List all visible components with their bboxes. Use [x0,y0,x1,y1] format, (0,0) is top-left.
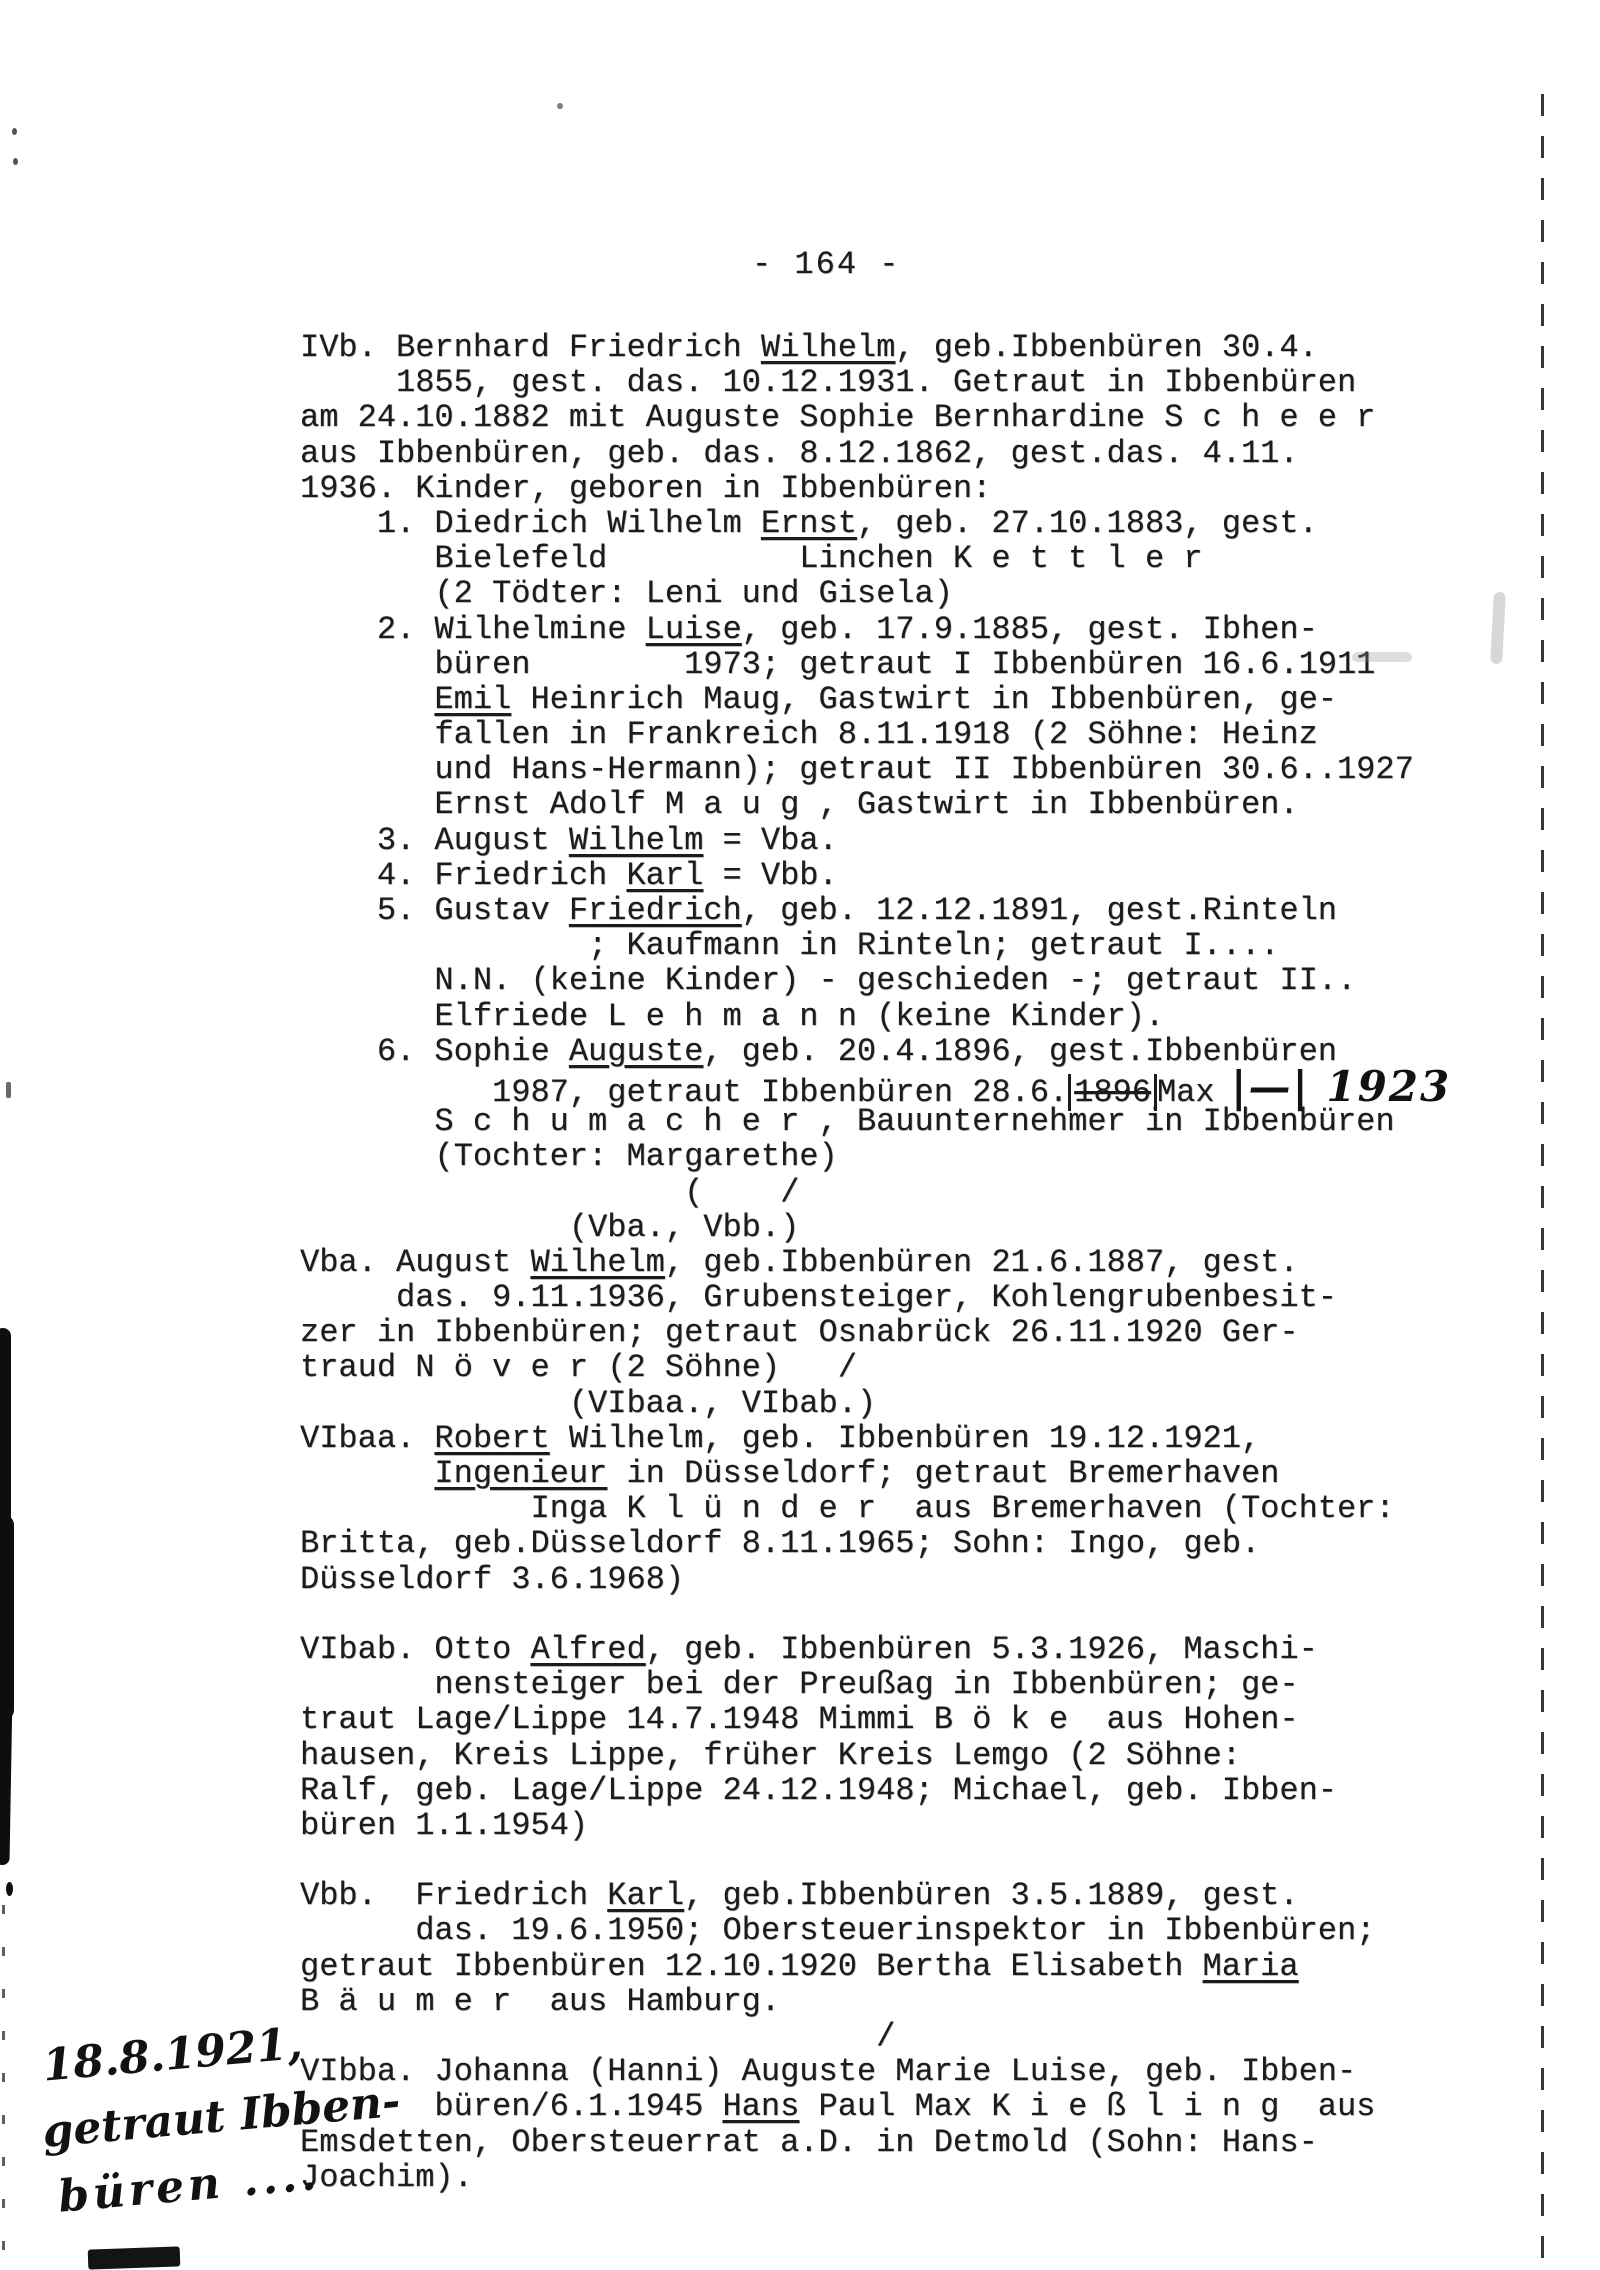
typed-text: Max [1156,1073,1215,1111]
text-line [300,963,1451,998]
speck-artifact [13,158,18,165]
typed-text: 6. Sophie [300,1032,569,1070]
text-line [300,436,1451,471]
text-line [300,1491,1451,1526]
text-line [300,2089,1451,2124]
typed-text [300,1455,434,1492]
typed-text: Britta, geb.Düsseldorf 8.11.1965; Sohn: Ingo, geb. [300,1525,1261,1563]
page-number: - 164 - [752,246,901,283]
text-line [300,999,1451,1034]
text-line [300,647,1451,682]
text-line [300,1175,1451,1210]
text-line [300,1878,1451,1913]
typed-text: , geb.Ibbenbüren 3.5.1889, gest. [684,1877,1299,1915]
underlined-name: Luise [645,610,742,648]
typed-text: , geb. Ibbenbüren 5.3.1926, Maschi- [645,1630,1318,1668]
text-line [300,1386,1451,1421]
typed-text: 2. Wilhelmine [300,610,646,648]
ink-bar-artifact [88,2246,181,2269]
typed-text: nensteiger bei der Preußag in Ibbenbüren; ge- [300,1666,1299,1704]
typed-text: ; Kaufmann in Rinteln; getraut I.... [300,927,1280,965]
underlined-name: Auguste [568,1032,704,1070]
typed-text: VIbba. Johanna (Hanni) Auguste Marie Luise, geb. Ibben- [300,2053,1357,2091]
dotted-edge-artifact [2,1905,5,2265]
text-line [300,2054,1451,2089]
typed-text: ( / [300,1173,800,1211]
typed-text: Vba. August [300,1243,531,1281]
text-line [300,2125,1451,2160]
text-line [300,1350,1451,1385]
typed-text: büren 1973; getraut I Ibbenbüren 16.6.1911 [300,645,1376,683]
typed-text: Joachim). [300,2158,473,2196]
text-line [300,365,1451,400]
typed-text: büren 1.1.1954) [300,1806,589,1844]
typed-text: S c h u m a c h e r , Bauunternehmer in Ibbenbüren [300,1103,1395,1141]
underlined-name: Karl [607,1877,685,1915]
typed-text: 3. August [300,821,569,859]
text-line [300,1738,1451,1773]
ink-blot-artifact [0,1690,13,1865]
text-line [300,1526,1451,1561]
typed-text: = Vbb. [703,856,838,894]
underlined-name: Wilhelm [760,329,896,366]
speck-artifact [6,1082,11,1098]
text-line [300,330,1451,365]
typed-text: , geb. 17.9.1885, gest. Ibhen- [741,610,1318,648]
text-line [300,1061,1452,1111]
text-line [300,1421,1451,1456]
typed-text: hausen, Kreis Lippe, früher Kreis Lemgo (2 Söhne: [300,1736,1241,1774]
text-line [300,471,1451,506]
typed-text: 1987, getraut Ibbenbüren 28.6. [300,1073,1069,1111]
typed-text: Ralf, geb. Lage/Lippe 24.12.1948; Michael, geb. Ibben- [300,1771,1337,1809]
typed-text: , geb. 27.10.1883, gest. [856,504,1318,542]
text-line [300,400,1451,435]
handwritten-note-line: büren .... [56,2148,323,2223]
typed-text: und Hans-Hermann); getraut II Ibbenbüren 30.6..1927 [300,751,1414,789]
typed-text: in Düsseldorf; getraut Bremerhaven [607,1455,1280,1492]
typed-text: (2 Tödter: Leni und Gisela) [300,575,953,613]
text-line [300,1210,1451,1245]
text-line [300,1773,1451,1808]
text-line [300,1984,1451,2019]
typed-text: am 24.10.1882 mit Auguste Sophie Bernhardine S c h e e r [300,399,1376,437]
ink-blot-artifact [0,1328,11,1543]
underlined-name: Ernst [760,504,857,542]
typed-text: N.N. (keine Kinder) - geschieden -; getraut II.. [300,962,1357,1000]
text-line [300,1808,1451,1843]
typed-text: / [300,2018,896,2055]
typed-text: 1. Diedrich Wilhelm [300,504,761,542]
underlined-name: Friedrich [568,892,742,929]
text-line [300,717,1451,752]
underlined-name: Ingenieur [434,1455,608,1492]
typed-text: das. 9.11.1936, Grubensteiger, Kohlengrubenbesit- [300,1279,1337,1317]
typed-text: Bielefeld Linchen K e t t l e r [300,540,1203,578]
text-line [300,1562,1451,1597]
text-line [300,576,1451,611]
typed-text: Vbb. Friedrich [300,1877,608,1915]
text-line [300,1104,1451,1139]
typed-text: , geb.Ibbenbüren 30.4. [895,329,1318,366]
text-line [300,1702,1451,1737]
text-line [300,1456,1451,1491]
text-line [300,858,1451,893]
text-line [300,823,1451,858]
typed-text: aus Ibbenbüren, geb. das. 8.12.1862, gest.das. 4.11. [300,434,1299,472]
text-line [300,541,1451,576]
typed-text: fallen in Frankreich 8.11.1918 (2 Söhne: Heinz [300,716,1318,754]
typed-text: Emsdetten, Obersteuerrat a.D. in Detmold (Sohn: Hans- [300,2123,1318,2161]
handwritten-note-line: 18.8.1921, [40,2018,305,2092]
typed-text: Elfriede L e h m a n n (keine Kinder). [300,997,1165,1035]
typed-text: traud N ö v e r (2 Söhne) / [300,1349,857,1387]
typed-text: (Vba., Vbb.) [300,1208,800,1246]
underlined-name: Wilhelm [568,821,704,859]
typed-text: Wilhelm, geb. Ibbenbüren 19.12.1921, [549,1419,1261,1457]
typed-text: , geb. 20.4.1896, gest.Ibbenbüren [703,1032,1337,1070]
text-line [300,1632,1451,1667]
ink-blot-artifact [0,1515,14,1720]
text-line [300,928,1451,963]
text-line [300,682,1451,717]
typed-text: = Vba. [703,821,838,859]
underlined-name: Hans [722,2088,800,2126]
text-line [300,2019,1451,2054]
typed-text: Düsseldorf 3.6.1968) [300,1560,685,1598]
text-line [300,893,1451,928]
typed-text: VIbab. Otto [300,1630,531,1668]
underlined-name: Alfred [530,1630,646,1668]
typed-text: VIbaa. [300,1419,435,1457]
dashed-margin-line-artifact [1541,94,1544,2270]
text-line [300,1139,1451,1174]
typed-text: 1936. Kinder, geboren in Ibbenbüren: [300,469,992,507]
typed-text: Ernst Adolf M a u g , Gastwirt in Ibbenbüren. [300,786,1299,824]
text-line [300,1597,1451,1632]
typed-text: IVb. Bernhard Friedrich [300,329,761,366]
text-line [300,1280,1451,1315]
underlined-name: Wilhelm [530,1243,665,1281]
typed-text: traut Lage/Lippe 14.7.1948 Mimmi B ö k e aus Hohen- [300,1701,1299,1739]
underlined-name: Maria [1202,1947,1299,1985]
typed-text: zer in Ibbenbüren; getraut Osnabrück 26.11.1920 Ger- [300,1314,1299,1352]
text-line [300,1315,1451,1350]
typed-text: Paul Max K i e ß l i n g aus [799,2088,1376,2126]
speck-artifact [557,103,563,109]
typed-text: (Tochter: Margarethe) [300,1138,838,1176]
text-line [300,1667,1451,1702]
handwritten-note-line: getraut Ibben- [40,2075,403,2158]
typed-text: B ä u m e r aus Hamburg. [300,1982,781,2020]
handwritten-correction: |—| 1923 [1214,1061,1452,1111]
struck-out-year: 1896 [1068,1074,1157,1111]
text-line [300,1843,1451,1878]
speck-artifact [12,128,17,135]
text-line [300,506,1451,541]
typed-text [300,681,434,718]
underlined-name: Emil [434,680,512,718]
text-line [300,1913,1451,1948]
underlined-name: Robert [434,1419,550,1457]
text-line [300,1949,1451,1984]
smudge-artifact [1490,592,1506,665]
underlined-name: Karl [626,856,704,894]
typed-text: , geb. 12.12.1891, gest.Rinteln [741,892,1337,929]
typed-text: büren/6.1.1945 [300,2088,723,2126]
typed-text: getraut Ibbenbüren 12.10.1920 Bertha Elisabeth [300,1947,1203,1985]
text-line [300,752,1451,787]
typed-text: Heinrich Maug, Gastwirt in Ibbenbüren, ge- [511,680,1337,718]
text-line [300,787,1451,822]
typed-text: , geb.Ibbenbüren 21.6.1887, gest. [664,1243,1299,1281]
ink-blot-artifact [6,1882,13,1896]
typed-text: das. 19.6.1950; Obersteuerinspektor in Ibbenbüren; [300,1912,1376,1950]
typed-text: (VIbaa., VIbab.) [300,1384,877,1422]
typed-text: 1855, gest. das. 10.12.1931. Getraut in Ibbenbüren [300,364,1357,402]
handwritten-margin-note [40,2003,409,2231]
typed-text: 4. Friedrich [300,856,627,894]
text-line [300,2160,1451,2195]
typed-text: Inga K l ü n d e r aus Bremerhaven (Tochter: [300,1490,1395,1528]
text-line [300,1245,1451,1280]
typed-text: 5. Gustav [300,892,569,929]
document-text [300,330,1451,2195]
text-line [300,612,1451,647]
